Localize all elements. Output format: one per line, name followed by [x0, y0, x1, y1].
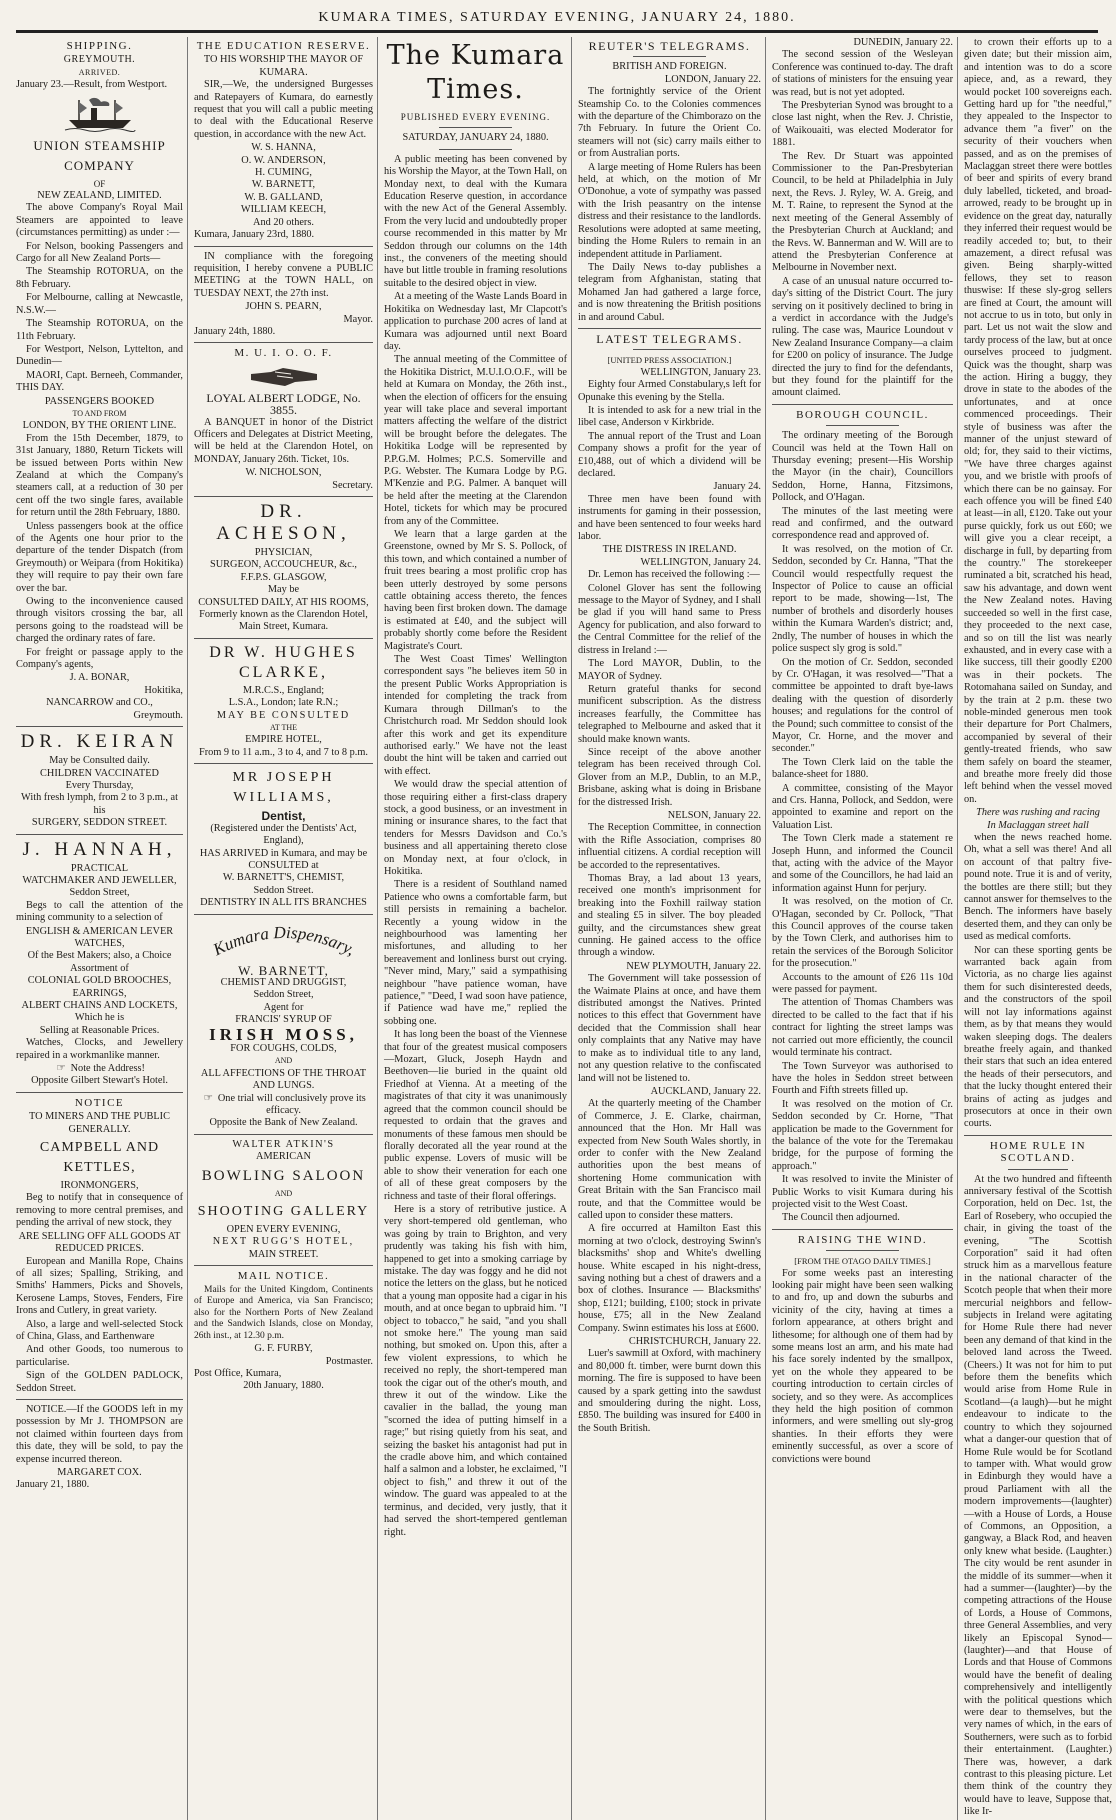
divider [772, 404, 953, 405]
cox-date: January 21, 1880. [16, 1479, 90, 1491]
agent-greymouth: Greymouth. [133, 709, 183, 721]
passengers-heading: PASSENGERS BOOKED [44, 395, 155, 407]
telegram-para-12: Since receipt of the above another telegram has been received through Col. Glover from an M.P., Dublin, to an M.P., Brisbane, asking what is doing in Brisbane for the distressed Irish. [578, 746, 761, 808]
telegram-para-3: The Daily News to-day publishes a telegram from Afghanistan, stating that Mohamed Jan had gathered a large force, and is now threatening the British positions in and around Cabul. [578, 261, 761, 323]
acheson-line-5: CONSULTED DAILY, AT HIS ROOMS, [198, 596, 369, 608]
clarke-line-2: L.S.A., London; late R.N.; [228, 697, 339, 709]
telegram-para-9: Colonel Glover has sent the following message to the Mayor of Sydney, and I shall be glad if you will hand same to Press Agency for publication, and also forward to the Central Committee for the relief of the distress in Ireland :— [578, 582, 761, 656]
clarke-heading: DR W. HUGHES CLARKE, [209, 643, 358, 681]
pointing-hand-icon: ☞ [203, 1092, 213, 1104]
barnett-line-2: Seddon Street, [253, 989, 314, 1001]
hannah-line-9: Which he is [74, 1012, 125, 1024]
home-rule-heading: HOME RULE IN SCOTLAND. [989, 1139, 1087, 1165]
raising-heading: RAISING THE WIND. [797, 1233, 928, 1246]
hannah-line-10: Selling at Reasonable Prices. [39, 1024, 160, 1036]
dispensary-title: Kumara Dispensary, [209, 922, 358, 959]
divider [964, 1135, 1112, 1136]
column-6 [964, 37, 1116, 1820]
signatory-5: W. B. GALLAND, [244, 191, 323, 203]
keiran-line-4: With fresh lymph, from 2 to 3 p.m., at his [21, 792, 178, 816]
education-date: Kumara, January 23rd, 1880. [194, 229, 315, 241]
post-office-date: 20th January, 1880. [243, 1380, 324, 1392]
williams-line-5: DENTISTRY IN ALL ITS BRANCHES [200, 897, 367, 909]
divider [194, 496, 373, 497]
editorial-para-6: We would draw the special attention of those requiring either a first-class drapery stock, a good business, or an investment in mining or insurance shares, to the fact that tenders for Messrs Davidson and Co.'s business and all appertaining thereto close on Monday next, at four o'clock, in Hokitika. [384, 779, 567, 877]
lodge-body: A BANQUET in honor of the District Officers and Delegates at District Meeting, will be held at the Clarendon Hotel, on MONDAY, January 26th. Ticket, 10s. [194, 416, 373, 465]
council-para-9: The Town Clerk laid on the table the balance-sheet for 1880. [772, 756, 953, 781]
council-para-12: It was resolved, on the motion of Cr. O'Hagan, seconded by Cr. Pollock, "That this Council approves of the course taken by the Town Clerk, and authorises him to retain the services of the Borough Solicitor for the prosecution." [772, 896, 953, 970]
nelson-line: For Nelson, booking Passengers and Cargo for all New Zealand Ports— [16, 240, 183, 265]
main-street: MAIN STREET. [248, 1248, 319, 1260]
barnett-name: W. BARNETT, [238, 962, 329, 978]
keiran-heading: DR. KEIRAN [20, 731, 179, 753]
clarke-line-4: AT THE [269, 723, 298, 733]
pointing-hand-icon: ☞ [56, 1063, 66, 1075]
barnett-line-5: FOR COUGHS, COLDS, [230, 1042, 337, 1054]
compliance-date: January 24th, 1880. [194, 325, 276, 337]
maori-line: MAORI, Capt. Berneeh, Commander, THIS DAY. [16, 369, 183, 394]
telegram-para-14: Thomas Bray, a lad about 13 years, received one month's imprisonment for breaking into the Foxhill railway station and stealing £5 in silver. The boy pleaded guilty, and the circumstances shew great cunning. He gained access to the office through a window. [578, 873, 761, 959]
agent-nancarrow: NANCARROW and CO., [46, 697, 153, 709]
mail-body: Mails for the United Kingdom, Continents of Europe and America, via San Francisco; also for the Northern Ports of New Zealand and the Sandwich Islands, close on Monday, 26th inst., at 12.30 p.m. [194, 1284, 373, 1341]
latest-heading: LATEST TELEGRAMS. [596, 331, 743, 346]
telegram-para-8: Dr. Lemon has received the following :— [588, 569, 760, 581]
keiran-line-3: Every Thursday, [65, 779, 134, 791]
handshake-icon [194, 362, 373, 390]
dispensary-arc [194, 919, 373, 965]
edition-date: SATURDAY, JANUARY 24, 1880. [402, 132, 549, 144]
cox-signature: MARGARET COX. [57, 1467, 142, 1478]
otago-label: [FROM THE OTAGO DAILY TIMES.] [794, 1256, 931, 1267]
dateline-wellington-1: WELLINGTON, January 23. [640, 366, 761, 378]
passengers-london: LONDON, BY THE ORIENT LINE. [22, 420, 177, 432]
union-title: UNION STEAMSHIP COMPANY [33, 137, 166, 173]
news-para-4: A case of an unusual nature occurred to-day's sitting of the District Court. The jury serving on it positively declined to bring in a verdict in accordance with the Judge's ruling. The case was, Maurice Loundout v New Zealand Insurance Company—a claim for £200 on policy of insurance. The Judge directed the jury to find for the defendants, but they found for the plaintiff for the amount claimed. [772, 275, 953, 399]
editorial-para-5: The West Coast Times' Wellington correspondent says "he believes item 50 in the present Public Works Appropriation is intended for completing the track from Kumara through Dillman's to the Christchurch road. Mr Seddon should look after this work and get its expenditure authorised early." We have not the least doubt the hint will be taken and carried out with effect. [384, 654, 567, 777]
divider [439, 149, 512, 150]
barnett-line-9: Opposite the Bank of New Zealand. [209, 1117, 358, 1129]
hannah-line-6: Of the Best Makers; also, a Choice Assortment of [27, 950, 172, 974]
open-evening: OPEN EVERY EVENING, [226, 1224, 341, 1236]
dateline-nelson: NELSON, January 22. [667, 809, 761, 821]
divider [826, 1250, 898, 1251]
raising-continued: to crown their efforts up to a given date; but their mission aim, and intention was to do a score apiece, and, as a reward, they would pocket 100 sovereigns each. Getting hard up for "the needful," they appealed to the Inspector to advance them "a fiver" on the security of their vouchers when passed, and as on the premises of Maclaggan street there were bottles of beer and spirits of every brand duly labelled, ticketed, and broad-arrowed, ready to be brought up in evidence on the great day, naturally they inferred their request would be readily acceded to; but, to their amazement, a direct refusal was given. Being sharply-witted fellows, they set to reason thuswise: If these sly-grog sellers are fined at Court, the amount will not accrue to us in toto, but only in part. Let us not wait the slow and tardy process of the law, but at once ourselves proceed to judgment. Quick was the thought, sharp was the action. Hiring a buggy, they drove in state to the abodes of the unfortunates, and at once commenced proceedings. Their style of business was after the manner of the unjust steward of old; for, they said to their victims, "We have three charges against you, and we bristle with proofs of which there can be no gainsay. For each offence you will be fined £40 at least—in all, £120. Take out your purse quickly, fork us out £60; we will give you a clear receipt, a discharge in full, by departing from the country." The storekeeper ruminated a bit, scratched his head, saw his advantage, and down went the New Zealand notes. Having succeeded so well in the first case, they proceeded to the next case, and so on till the list was nearly exhausted, and in every case with a like success, till their goodly £200 was in their pockets. The Rotomahana sailed on Sunday, and by the train at 2 p.m. these two noble-minded generous men took their departure for Port Chalmers, accompanied by several of their gently-treated friends, who saw them safely on board the steamer, and breathe more freely did those left behind when the vessel moved on. [964, 37, 1113, 805]
barnett-line-6: AND [274, 1056, 293, 1066]
owing-para: Owing to the inconvenience caused through visitors crossing the bar, all persons going to the roadstead will be charged the ordinary rates of fare. [16, 596, 183, 645]
signatory-2: O. W. ANDERSON, [241, 154, 326, 166]
divider [439, 127, 512, 128]
published-line: PUBLISHED EVERY EVENING. [400, 112, 551, 122]
editorial-para-1: A public meeting has been convened by his Worship the Mayor, at the Town Hall, on Monday next, to deal with the Kumara Education Reserve question, in accordance with the new Act of the General Assembly. From the very lucid and undoubtedly proper course recommended in this matter by Mr Seddon through our columns on the 14th inst., the conveners of the meeting should have but little trouble in framing resolutions suitable to the desired object in view. [384, 153, 567, 289]
williams-heading: MR JOSEPH WILLIAMS, [232, 770, 335, 806]
dateline-new-plymouth: NEW PLYMOUTH, January 22. [626, 960, 761, 972]
agent-hokitika: Hokitika, [144, 684, 183, 696]
rugg-hotel: NEXT RUGG'S HOTEL, [212, 1236, 355, 1248]
telegram-para-4: Eighty four Armed Constabulary,s left for Opunake this evening by the Stella. [578, 379, 761, 403]
williams-line-2: HAS ARRIVED in Kumara, and may be CONSULTED at [199, 847, 368, 871]
signatory-3: H. CUMING, [255, 167, 312, 179]
hannah-line-2: WATCHMAKER AND JEWELLER, [22, 874, 177, 886]
raising-para-3: Nor can these sporting gents be warranted back again from Victoria, as no charge lies against them for such disinterested deeds, and the constructors of the spoil will not lay informations against them, as by that means they would waken sleeping dogs. The dealers breathe freely again, and thanked their stars that such an idea entered the heads of their persecutors, and that the lucky thought entered their brains of acting as judges and prosecutors at once in their own courts. [964, 944, 1112, 1130]
hannah-line-3: Seddon Street, [69, 887, 130, 899]
acheson-line-4: May be [267, 584, 300, 596]
campbell-line-1: IRONMONGERS, [60, 1180, 139, 1192]
telegram-para-18: Luer's sawmill at Oxford, with machinery and 80,000 ft. timber, were burnt down this morning. The fire is supposed to have been caused by a spark getting into the sawdust and smouldering during the night. Loss, £850. The building was insured for £400 in the South British. [578, 1348, 761, 1434]
unless-para: Unless passengers book at the office of the Agents one hour prior to the departure of the tender Dispatch (from Greymouth) or Weipara (from Hokitika) they will require to pay their own fare over the bar. [16, 520, 183, 594]
barnett-note [194, 1093, 373, 1118]
telegram-para-17: A fire occurred at Hamilton East this morning at two o'clock, destroying Swinn's blacksmiths' shop and White's dwelling house. White escaped in his night-dress, saving nothing but a chest of drawers and a box of clothes. Insurance — Blacksmiths' shop, £121; building, £100; stock in private house, £75; all in the New Zealand Company. Swinn estimates his loss at £600. [578, 1223, 761, 1334]
lodge-heading: LOYAL ALBERT LODGE, No. 3855. [206, 390, 361, 418]
dateline-wellington-2: WELLINGTON, January 24. [640, 556, 761, 568]
reuter-heading: REUTER'S TELEGRAMS. [588, 39, 751, 53]
campbell-heading: CAMPBELL AND KETTLES, [39, 1140, 160, 1176]
keiran-line-1: May be Consulted daily. [49, 755, 150, 767]
rotorua-2: The Steamship ROTORUA, on the 11th February. [16, 318, 183, 342]
melbourne-line: For Melbourne, calling at Newcastle, N.S.W.— [16, 292, 183, 316]
hannah-line-8: ALBERT CHAINS AND LOCKETS, [21, 1000, 178, 1011]
column-5 [772, 37, 958, 1820]
council-para-13: Accounts to the amount of £26 11s 10d were passed for payment. [772, 971, 953, 996]
muoof-heading: M. U. I. O. O. F. [234, 347, 333, 360]
council-para-8: On the motion of Cr. Seddon, seconded by Cr. O'Hagan, it was resolved—"That a committee be appointed to draft bye-laws dealing with the question of disorderly houses; and regulations for the control of the Pound; such committee to consist of the Mayor, Cr. Horne, and the mover and seconder." [772, 656, 953, 755]
news-para-3: The Rev. Dr Stuart was appointed Commissioner to the Pan-Presbyterian Council, to be held at Philadelphia in July next, the Revs. J. Ryley, W. A. Greig, and M. T. Raine, to represent the Synod at the next meeting of the General Assembly of the Presbyterian Church at Auckland; and the Revs. W. Bannerman and W. Will are to attend the Presbyterian Conference at Melbourne in November next. [772, 150, 953, 274]
clarke-line-5: EMPIRE HOTEL, [245, 734, 322, 746]
verse-line-2: In Maclaggan street hall [987, 819, 1089, 831]
divider [633, 56, 706, 57]
barnett-line-1: CHEMIST AND DRUGGIST, [220, 976, 347, 988]
telegram-para-11: Return grateful thanks for second munificent subscription. As the distress increases fearfully, the Committee has telegraphed to Melbourne and asked that it should make known wants. [578, 683, 761, 745]
union-body: The above Company's Royal Mail Steamers are appointed to leave (circumstances permitting) as under :— [16, 202, 183, 239]
columns [16, 37, 1113, 1818]
dateline-auckland: AUCKLAND, January 22. [650, 1085, 761, 1097]
hannah-heading: J. HANNAH, [22, 838, 177, 860]
editorial-para-2: At a meeting of the Waste Lands Board in Hokitika on Wednesday last, Mr Clapcott's application to purchase 200 acres of land at Kumara was adjourned until next Board day. [384, 291, 567, 352]
hannah-line-13: Opposite Gilbert Stewart's Hotel. [31, 1075, 168, 1087]
council-para-11: The Town Clerk made a statement re Joseph Hunn, and informed the Council that, acting with the advice of the Mayor and some of the Councillors, he had laid an information against Hunn for perjury. [772, 833, 953, 894]
notice-sub: TO MINERS AND THE PUBLIC GENERALLY. [29, 1111, 170, 1135]
telegram-para-10: The Lord MAYOR, Dublin, to the MAYOR of Sydney. [578, 658, 761, 682]
raising-para: For some weeks past an interesting looking pair might have been seen walking to and fro, up and down the suburbs and vicinity of the city, having at times a forlorn appearance, at others bright and lithesome; for although one of them had by some means lost an arm, and his mate had his face sorely indented by the smallpox, yet on the whole they appeared to be courting introduction to certain circles of society, and so they were. As accomplices they held the high position of common informers, and were smelling out sly-grog shanties. In their efforts they were eminently successful, as over a score of convictions were bound [772, 1267, 953, 1465]
dateline-dunedin: DUNEDIN, January 22. [853, 37, 953, 48]
raising-para-2: when the news reached home. Oh, what a sell was there! And all on account of that paltry five-pound note. True it is and of verity, the bottles are there still; but they cannot answer for themselves to the Bench. The informers have basely deserted them, and they can only be used as medical comforts. [964, 832, 1112, 943]
and-label: AND [274, 1188, 293, 1198]
pearn-signature: JOHN S. PEARN, [245, 301, 322, 313]
home-rule-para: At the two hundred and fifteenth anniversary festival of the Scottish Corporation, held on Dec. 1st, the Earl of Rosebery, who occupied the chair, in giving the toast of the evening, "The Scottish Corporation" said it had often struck him as a marvellous feature in the national character of the Scotch people that when their more mercurial neighbors and fellow-subjects in Ireland were agitating for Home Rule there had never been any demand of that kind in the beloved land across the Tweed. (Cheers.) It was not for him to put before them the benefits which would arise from Home Rule in Scotland—(a laugh)—but he might endeavour to indicate to the country to which they sojourned what a danger-our question that of Home Rule would be for Scotland to tamper with. What would grow in Edinburgh they would have a proud Parliament with all the modern improvements—(laughter)—with a House of Lords, a House of Commons, an Opposition, a gangway, a Black Rod, and heaven only knew what beside. (Laughter.) The city would be rent asunder in the middle of its summer—when it had a summer—(laughter)—by the competing attractions of the House of Lords, a House of Commons, three General Assemblies, and very likely an Episcopal Synod—(laughter)—and that House of Lords and that House of Commons would have the benefit of dealing comprehensively and intelligently with the political questions which were dear to themselves, but the very names of which, in the ears of Southerners, were such as to forbid their entertainment. (Laughter.) There was, however, a dark contrast to this pleasing picture. Let them think of the country they would have to leave, Suppose that, like Ir- [964, 1173, 1112, 1818]
hannah-line-12: Note the Address! [70, 1063, 145, 1075]
divider [16, 834, 183, 835]
notice-heading: NOTICE [74, 1096, 125, 1109]
shooting-gallery: SHOOTING GALLERY [197, 1204, 370, 1220]
notice-2: NOTICE.—If the GOODS left in my possession by Mr J. THOMPSON are not claimed within fourteen days from this date, they will be sold, to pay the expense incurred thereon. [16, 1403, 183, 1465]
masthead-rule [16, 30, 1098, 33]
williams-line-3: W. BARNETT'S, CHEMIST, [222, 872, 345, 884]
divider [826, 425, 898, 426]
agent-bonar: J. A. BONAR, [69, 672, 130, 684]
signatory-7: And 20 others. [253, 216, 314, 228]
editorial-para-3: The annual meeting of the Committee of the Hokitika District, M.U.I.O.O.F., will be held at Kumara on Monday, the 26th inst., when the election of officers for the ensuing year will take place and several important matters affecting the welfare of the district will be brought before the delegates. The Hokitika Lodge will be represented by P.P.G.M. Holmes; P.C.S. Somerville and P.G. Webster. The Kumara Lodge by P.G. M'Kenzie and P.G. Palmer. A banquet will be held after the meeting at the Clarendon Hotel, tickets for which may be procured from any of the Committee. [384, 354, 567, 527]
clarke-line-6: From 9 to 11 a.m., 3 to 4, and 7 to 8 p.m. [199, 746, 368, 758]
column-1 [16, 37, 188, 1820]
nicholson-signature: W. NICHOLSON, [245, 467, 322, 479]
masthead: KUMARA TIMES, SATURDAY EVENING, JANUARY 24, 1880. [318, 10, 796, 25]
telegram-para-2: A large meeting of Home Rulers has been held, at which, on the motion of Mr O'Donohue, a vote of sympathy was passed with the Irish peasantry on the intense distress and their resistance to the landlords. Resolutions were adopted at same meeting, binding the Home Rulers to remain in an independent attitude in Parliament. [578, 161, 761, 260]
council-para-7: It was resolved, on the motion of Cr. Seddon, seconded by Cr. Hanna, "That the Council would respectfully request the Inspector of Police to cause an official report to be made, showing—1st, The number of brothels and disorderly houses within the Kumara Warden's district; and, 2ndly, The number of houses in which the police suspect sly grog is sold." [772, 543, 953, 655]
divider [772, 1229, 953, 1230]
hannah-note [16, 1063, 183, 1075]
signatory-1: W. S. HANNA, [251, 142, 316, 154]
editorial-para-7: There is a resident of Southland named Patience who owns a comfortable farm, but still persists in remaining a bachelor. Recently a young widow in the neighbourhood was lamenting her misfortunes, and alluding to her bereavement and lonliness burst out crying. "Never mind, Mary," said a sympathising neighbour "have patience woman, have patience," "Deed, I wad soon have patience, if Patience wad have me," replied the sobbing one. [384, 879, 567, 1027]
steamship-icon [16, 94, 183, 134]
verse-line-1: There was rushing and racing [976, 807, 1100, 819]
mayor-title: Mayor. [343, 313, 373, 325]
barnett-line-4: FRANCIS' SYRUP OF [235, 1014, 332, 1026]
campbell-line-3: ARE SELLING OFF ALL GOODS AT REDUCED PRICES. [18, 1230, 181, 1255]
divider [578, 328, 761, 329]
clarke-line-3: MAY BE CONSULTED [216, 709, 351, 721]
education-to: TO HIS WORSHIP THE MAYOR OF KUMARA. [203, 54, 364, 78]
telegram-para-16: At the quarterly meeting of the Chamber of Commerce, J. E. Clarke, chairman, announced that the Hon. Mr Hall was expected from New South Wales shortly, in order to confer with the New Zealand authorities upon the best means of shortening Home communication with Great Britain with the San Francisco mail route, and that the Committee would be called upon to consider these matters. [578, 1098, 761, 1221]
arrival-line: January 23.—Result, from Westport. [16, 79, 168, 91]
keiran-line-2: CHILDREN VACCINATED [40, 767, 159, 779]
greymouth-label: GREYMOUTH. [63, 54, 136, 66]
divider [1008, 1169, 1067, 1170]
campbell-line-7: Sign of the GOLDEN PADLOCK, Seddon Street. [16, 1370, 183, 1394]
borough-heading: BOROUGH COUNCIL. [796, 408, 929, 421]
passengers-body: From the 15th December, 1879, to 31st January, 1880, Return Tickets will be issued between Ports within New Zealand at which the Company's steamers call, at a reduction of 30 per cent off the two single fares, available for return until the 28th February, 1880. [16, 432, 183, 519]
divider [194, 246, 373, 247]
column-2 [194, 37, 378, 1820]
signatory-4: W. BARNETT, [251, 179, 316, 191]
williams-line-1: (Registered under the Dentists' Act, England), [210, 822, 357, 847]
divider [16, 1399, 183, 1400]
westport-line: For Westport, Nelson, Lyttelton, and Dunedin— [16, 343, 183, 368]
rotorua-1: The Steamship ROTORUA, on the 8th February. [16, 266, 183, 290]
campbell-line-5: Also, a large and well-selected Stock of China, Glass, and Earthenware [16, 1318, 183, 1342]
telegram-para-5: It is intended to ask for a new trial in the libel case, Anderson v Kirkbride. [578, 404, 761, 429]
clarke-line-1: M.R.C.S., England; [242, 684, 325, 696]
barnett-line-3: Agent for [263, 1001, 304, 1013]
council-para-18: The Council then adjourned. [782, 1212, 900, 1224]
hannah-line-5: ENGLISH & AMERICAN LEVER WATCHES, [25, 925, 174, 949]
upa-label: [UNITED PRESS ASSOCIATION.] [607, 355, 732, 366]
hannah-line-11: Watches, Clocks, and Jewellery repaired in a workmanlike manner. [16, 1037, 183, 1061]
acheson-line-2: SURGEON, ACCOUCHEUR, &c., [209, 559, 358, 571]
irish-moss: IRISH MOSS, [209, 1024, 358, 1044]
barnett-line-8: One trial will conclusively prove its efficacy. [217, 1092, 366, 1116]
passengers-sub: TO AND FROM [72, 408, 127, 418]
dateline-christchurch: CHRISTCHURCH, January 22. [628, 1336, 761, 1348]
editorial-para-9: Here is a story of retributive justice. A very short-tempered old gentleman, who was going by train to Brighton, and very prudently was taking his fish with him, happened to get into a smoking carriage by mistake. The day was foggy and he did not notice the letters on the glass, but he noticed that a young man opposite had a cigar in his mouth, and at once began to upbraid him. "I object to tobacco," he said, "and you shall not smoke here." The young man said nothing, but smoked on. Upon this, after a few violent expressions, to which he received no reply, the short-tempered man took the cigar out of the other's mouth, and threw it out of the window. Like the cavalier in the ballad, the young man "scorned the idea of putting himself in a rage;" but rising quietly from his seat, and seizing the basket his antagonist had put in the cradle above him, and which contained half a salmon and a lobster, he exclaimed, "I object to fish," and threw it out of the window. The guard was appealed to at the terminus, and decided, very justly, that it had served the short-tempered gentleman right. [384, 1203, 567, 1538]
union-of: OF [93, 178, 106, 189]
american-label: AMERICAN [256, 1151, 311, 1163]
council-para-17: It was resolved to invite the Minister of Public Works to visit Kumara during his projected visit to the West Coast. [772, 1174, 953, 1210]
council-para-5: The ordinary meeting of the Borough Council was held at the Town Hall on Thursday evening; present—His Worship the Mayor (in the chair), Councillors Seddon, Horne, Hanna, Fitzsimons, Pollock, and O'Hagan. [772, 430, 953, 504]
acheson-heading: DR. ACHESON, [216, 501, 351, 544]
divider [16, 726, 183, 727]
divider [194, 1265, 373, 1266]
council-para-16: It was resolved on the motion of Cr. Seddon seconded by Cr. Horne, "That application be made to the Government for the balance of the vote for the Teremakau bridge, for the purpose of forming the approach." [772, 1098, 953, 1172]
council-para-14: The attention of Thomas Chambers was directed to be called to the fact that if his contract for lighting the street lamps was not carried out more efficiently, the council would terminate his contract. [772, 997, 953, 1059]
postmaster-title: Postmaster. [325, 1355, 373, 1367]
council-para-10: A committee, consisting of the Mayor and Crs. Hanna, Pollock, and Seddon, were appointed to examine and report on the Valuation List. [772, 782, 953, 831]
news-para-2: The Presbyterian Synod was brought to a close last night, when the Rev. J. Christie, of Waikouaiti, was elected Moderator for 1881. [772, 100, 953, 149]
shipping-heading: SHIPPING. [66, 40, 133, 52]
education-body: SIR,—We, the undersigned Burgesses and Ratepayers of Kumara, do earnestly request that you will call a public meeting to deal with the Educational Reserve question, in accordance with the new Act. [194, 79, 373, 140]
bowling-saloon: BOWLING SALOON [201, 1167, 366, 1184]
editorial-para-8: It has long been the boast of the Viennese that four of the greatest musical composers—Mozart, Gluck, Joseph Haydn and Beethoven—lie buried in the quaint old Friedhof at Vienna. At a meeting of the magistrates of that city it was unanimously agreed that the common council should be requested to ordain that the graves and monuments of these famous men should be florally decorated all the year round at the public expense. Lovers of music will be able to show their veneration for each one of all of these great composers by the richness and taste of their floral offerings. [384, 1029, 567, 1202]
dateline-jan-24: January 24. [713, 481, 761, 493]
telegram-para-15: The Government will take possession of the Waimate Plains at once, and have them distributed amongst the Natives. Printed notices to this effect that Government have decided that the Commission shall hear only complaints that any Native may have to make as to individual title to any land, not any question relative to the confiscated land will not be listened to. [578, 973, 761, 1084]
column-4 [578, 37, 766, 1820]
divider [194, 914, 373, 915]
williams-line-4: Seddon Street. [253, 884, 314, 896]
dateline-london: LONDON, January 22. [664, 73, 761, 85]
post-office: Post Office, Kumara, [194, 1367, 282, 1379]
council-para-15: The Town Surveyor was authorised to have the holes in Seddon street between Fourth and Fifth streets filled up. [772, 1060, 953, 1097]
campbell-line-6: And other Goods, too numerous to particularise. [16, 1344, 183, 1368]
column-3 [384, 37, 572, 1820]
dentist-label: Dentist, [261, 809, 306, 824]
editorial-para-4: We learn that a large garden at the Greenstone, owned by Mr S. S. Pollock, of this town, and which contained a number of fruit trees bearing a most prolific crop has been utterly destroyed by some persons cattle obtaining access thereto, the fences having been first broken down. The damage is estimated at £40, and the subject will probably shortly come before the Resident Magistrate's Court. [384, 529, 567, 652]
campbell-line-2: Beg to notify that in consequence of removing to more central premises, and pending the arrival of new stock, they [16, 1192, 183, 1229]
walter-atkins: WALTER ATKIN'S [232, 1138, 335, 1150]
telegram-para-6: The annual report of the Trust and Loan Company shows a profit for the year of £10,488, out of which a dividend will be declared. [578, 430, 761, 479]
divider [194, 763, 373, 764]
keiran-line-5: SURGERY, SEDDON STREET. [31, 817, 168, 829]
secretary-title: Secretary. [332, 479, 373, 491]
telegram-para-7: Three men have been found with instruments for gaming in their possession, and have been sentenced to four weeks hard labor. [578, 493, 761, 543]
hannah-line-4: Begs to call the attention of the mining community to a selection of [16, 899, 183, 924]
newspaper-title: The Kumara Times. [386, 40, 565, 105]
campbell-line-4: European and Manilla Rope, Chains of all sizes; Spalling, Striking, and Smiths' Hammers, Picks and Shovels, Kerosene Lamps, Stoves, Fenders, Fire Irons and Cutlery, in great variety. [16, 1255, 183, 1317]
furby-signature: G. F. FURBY, [254, 1343, 313, 1355]
acheson-line-6: Formerly known as the Clarendon Hotel, Main Street, Kumara. [199, 609, 368, 633]
union-nz: NEW ZEALAND, LIMITED. [37, 190, 162, 202]
acheson-line-1: PHYSICIAN, [254, 547, 313, 558]
divider [194, 1134, 373, 1135]
signatory-6: WILLIAM KEECH, [240, 204, 327, 216]
freight-para: For freight or passage apply to the Company's agents, [16, 646, 183, 671]
divider [194, 342, 373, 343]
mail-heading: MAIL NOTICE. [237, 1270, 330, 1283]
barnett-line-7: ALL AFFECTIONS OF THE THROAT AND LUNGS. [200, 1067, 367, 1092]
british-foreign-heading: BRITISH AND FOREIGN. [612, 61, 727, 73]
divider [194, 638, 373, 639]
divider [16, 1092, 183, 1093]
arrived-label: ARRIVED. [78, 67, 121, 77]
distress-heading: THE DISTRESS IN IRELAND. [602, 544, 737, 556]
council-para-6: The minutes of the last meeting were read and confirmed, and the outward correspondence read and approved of. [772, 505, 953, 542]
acheson-line-3: F.F.P.S. GLASGOW, [240, 571, 327, 583]
hannah-line-1: PRACTICAL [70, 862, 129, 874]
telegram-para-1: The fortnightly service of the Orient Steamship Co. to the Colonies commences with the departure of the Chimborazo on the 7th February. In future the Orient Co. steamers will not (sic) carry mails either to or from Australian ports. [578, 86, 761, 160]
news-para-1: The second session of the Wesleyan Conference was continued to-day. The draft of stations of ministers for the ensuing year was read, but is not yet adopted. [772, 49, 953, 98]
telegram-para-13: The Reception Committee, in connection with the Rifle Association, comprises 80 influential citizens. A cordial reception will be accorded to the representatives. [578, 822, 761, 871]
divider [633, 349, 706, 350]
education-heading: THE EDUCATION RESERVE. [196, 40, 371, 52]
hannah-line-7: COLONIAL GOLD BROOCHES, EARRINGS, [27, 975, 172, 999]
compliance-body: IN compliance with the foregoing requisition, I hereby convene a PUBLIC MEETING at the TOWN HALL, on TUESDAY NEXT, the 27th inst. [194, 250, 373, 299]
